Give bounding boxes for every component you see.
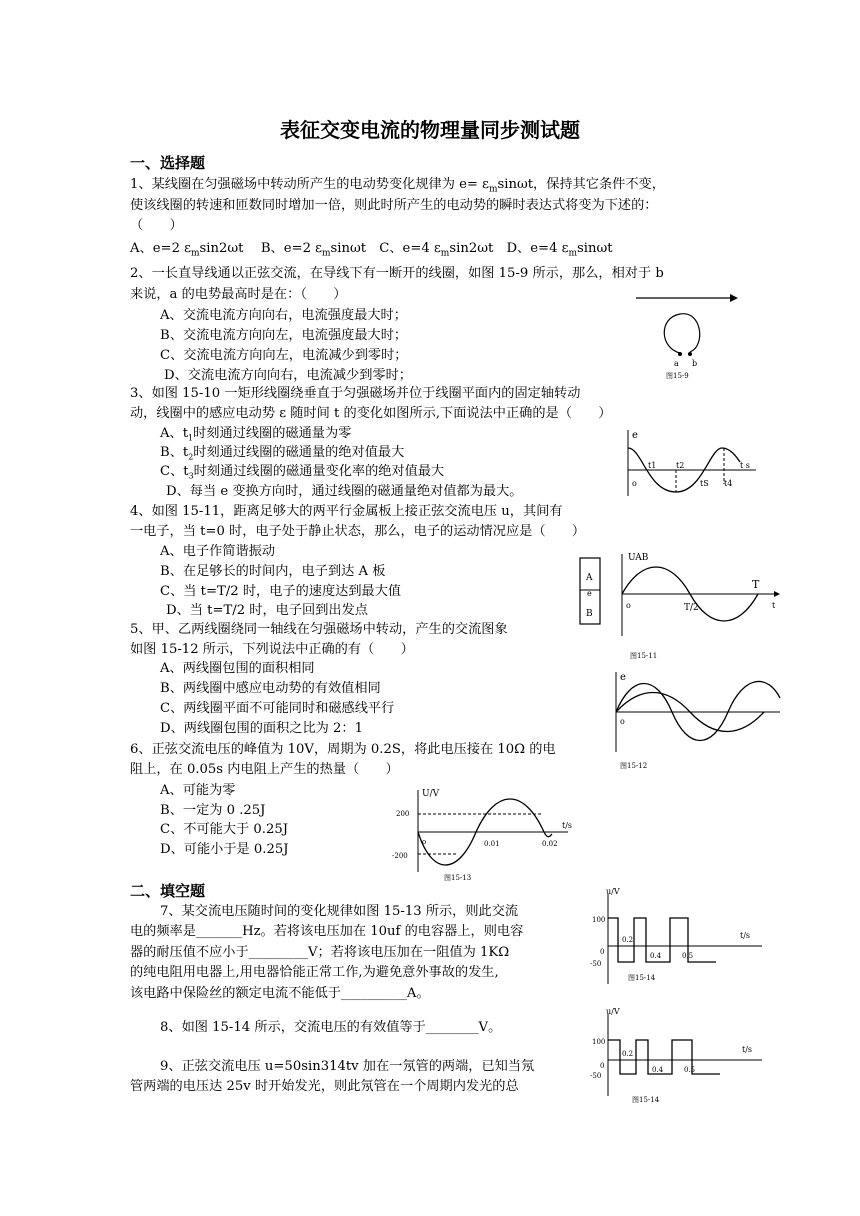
label-04: 0.4 — [652, 1066, 664, 1074]
label-n50: -50 — [590, 1072, 602, 1080]
q8-line1: 8、如图 15-14 所示，交流电压的有效值等于________V。 — [160, 1020, 502, 1035]
figure-15-10 — [618, 426, 768, 498]
q2-option-a: A、交流电流方向向右，电流强度最大时； — [160, 308, 407, 323]
label-t3: tS — [700, 479, 709, 488]
figure-15-9 — [630, 288, 740, 380]
figure-15-13 — [392, 786, 578, 884]
label-half: T/2 — [684, 603, 699, 613]
q3-option-b: B、$t_2$时刻通过线圈的磁通量的绝对值最大 — [160, 445, 405, 462]
label-t1: t1 — [648, 461, 657, 470]
q9-line2: 管两端的电压达 25v 时开始发光，则此氖管在一个周期内发光的总 — [130, 1079, 519, 1094]
label-o: o — [626, 601, 631, 610]
label-T: T — [752, 578, 760, 591]
label-02: 0.2 — [622, 936, 634, 944]
label-0: 0 — [600, 1062, 605, 1070]
q6-line1: 6、正弦交流电压的峰值为 10V，周期为 0.2S，将此电压接在 10Ω 的电 — [130, 742, 556, 757]
caption-15-9: 图15-9 — [666, 372, 689, 380]
label-ts: t s — [740, 461, 750, 470]
label-e: e — [620, 672, 626, 683]
caption-15-14-bottom: 图15-14 — [632, 1096, 660, 1104]
q3-option-d: D、每当 e 变换方向时，通过线圈的磁通量绝对值都为最大。 — [166, 484, 523, 499]
arrow-right-icon — [730, 294, 738, 302]
label-o: o — [620, 717, 625, 726]
q5-line2: 如图 15-12 所示，下列说法中正确的有（ ） — [130, 642, 414, 657]
terminal-b — [688, 352, 692, 356]
q1-line2: 使该线圈的转速和匝数同时增加一倍，则此时所产生的电动势的瞬时表达式将变为下述的： — [130, 198, 658, 213]
label-a: a — [674, 359, 679, 368]
q3-line1: 3、如图 15-10 一矩形线圈绕垂直于匀强磁场并位于线圈平面内的固定轴转动 — [130, 386, 581, 401]
label-t: t — [772, 601, 776, 610]
label-100: 100 — [592, 1038, 606, 1046]
figure-15-14-bottom — [590, 1004, 770, 1110]
label-0: 0 — [600, 948, 605, 956]
label-05: 0.5 — [684, 1066, 696, 1074]
q6-option-c: C、不可能大于 0.25J — [160, 822, 289, 837]
q2-line1: 2、一长直导线通以正弦交流，在导线下有一断开的线圈，如图 15-9 所示，那么，相对于 b — [130, 266, 664, 281]
q4-option-d: D、当 t=T/2 时，电子回到出发点 — [166, 603, 368, 618]
q3-option-c: C、$t_3$时刻通过线圈的磁通量变化率的绝对值最大 — [160, 464, 445, 481]
label-u: u/V — [606, 887, 620, 896]
label-u: U/V — [422, 789, 440, 799]
label-o: o — [422, 838, 427, 846]
caption-15-12: 图15-12 — [620, 762, 648, 770]
label-plate-b: B — [586, 609, 593, 619]
label-04: 0.4 — [650, 952, 662, 960]
label-100: 100 — [592, 916, 606, 924]
q1-options: A、e=2 $\varepsilon_m\sin 2\omega t$ B、e=2 $\varepsilon_m\sin\omega t$ C、e=4 $\varepsilon_m\sin 2\omega t$ D、e=4 $\varepsilon_m\sin\omega t$ — [130, 241, 613, 259]
label-05: 0.5 — [682, 952, 694, 960]
q6-line2: 阻上，在 0.05s 内电阻上产生的热量（ ） — [130, 762, 399, 777]
label-t2: t2 — [676, 461, 685, 470]
label-ts: t/s — [742, 1045, 753, 1054]
label-o: o — [632, 479, 637, 488]
label-e: e — [632, 430, 638, 441]
label-n50: -50 — [590, 960, 602, 968]
q6-option-a: A、可能为零 — [160, 783, 236, 798]
q5-option-d: D、两线圈包围的面积之比为 2：1 — [160, 721, 363, 736]
label-plate-a: A — [586, 573, 593, 583]
q1-line1: 1、某线圈在匀强磁场中转动所产生的电动势变化规律为 $e= \varepsilon_m\sin\omega t$，保持其它条件不变， — [130, 177, 665, 195]
q2-option-b: B、交流电流方向向左，电流强度最大时； — [160, 328, 408, 343]
terminal-a — [678, 352, 682, 356]
q4-option-b: B、在足够长的时间内，电子到达 A 板 — [160, 564, 386, 579]
q2-option-d: D、交流电流方向向右，电流减少到零时； — [164, 368, 412, 383]
label-u: u/V — [606, 1007, 620, 1016]
label-002: 0.02 — [542, 840, 558, 848]
q5-option-b: B、两线圈中感应电动势的有效值相同 — [160, 681, 381, 696]
q3-line2: 动，线圈中的感应电动势 ε 随时间 t 的变化如图所示,下面说法中正确的是（ ） — [130, 406, 612, 421]
figure-15-12 — [604, 668, 784, 776]
label-ts: t/s — [740, 931, 751, 940]
label-n200: -200 — [392, 852, 408, 860]
q9-line1: 9、正弦交流电压 u=50sin314tv 加在一氖管的两端，已知当氖 — [160, 1059, 535, 1074]
q5-line1: 5、甲、乙两线圈绕同一轴线在匀强磁场中转动，产生的交流图象 — [130, 622, 508, 637]
q5-option-c: C、两线圈平面不可能同时和磁感线平行 — [160, 701, 395, 716]
label-uab: UAB — [628, 553, 649, 563]
label-001: 0.01 — [484, 840, 500, 848]
section-choice: 一、选择题 — [130, 154, 206, 172]
q7-line3: 器的耐压值不应小于_________V；若将该电压加在一阻值为 1KΩ — [130, 945, 510, 960]
q7-line1: 7、某交流电压随时间的变化规律如图 15-13 所示，则此交流 — [160, 904, 519, 919]
q5-option-a: A、两线圈包围的面积相同 — [160, 661, 315, 676]
label-02: 0.2 — [622, 1050, 634, 1058]
q3-option-a: A、$t_1$时刻通过线圈的磁通量为零 — [160, 426, 352, 443]
label-200: 200 — [396, 810, 410, 818]
caption-15-11: 图15-11 — [630, 652, 658, 660]
label-t4: t4 — [724, 479, 733, 488]
figure-15-14-top — [590, 884, 770, 990]
caption-15-13: 图15-13 — [444, 874, 472, 882]
arrow-right-icon — [774, 591, 780, 597]
q6-option-d: D、可能小于是 0.25J — [160, 842, 289, 857]
label-b: b — [692, 359, 698, 368]
q7-line5: 该电路中保险丝的额定电流不能低于__________A。 — [130, 986, 430, 1001]
q2-line2: 来说，a 的电势最高时是在：（ ） — [130, 287, 347, 302]
coil-loop — [664, 314, 699, 353]
page-title: 表征交变电流的物理量同步测试题 — [280, 118, 580, 142]
q4-line1: 4、如图 15-11，距离足够大的两平行金属板上接正弦交流电压 u，其间有 — [130, 504, 563, 519]
label-ts: t/s — [562, 821, 573, 830]
label-electron: e — [587, 589, 592, 598]
section-fill: 二、填空题 — [130, 882, 206, 900]
curve-large — [616, 681, 780, 740]
q1-line3: （ ） — [130, 218, 183, 233]
q4-line2: 一电子，当 t=0 时，电子处于静止状态，那么，电子的运动情况应是（ ） — [130, 524, 586, 539]
q2-option-c: C、交流电流方向向左，电流减少到零时； — [160, 348, 408, 363]
figure-15-11 — [572, 540, 782, 666]
caption-15-14-top: 图15-14 — [628, 974, 656, 982]
q4-option-a: A、电子作简谐振动 — [160, 544, 276, 559]
q4-option-c: C、当 t=T/2 时，电子的速度达到最大值 — [160, 584, 402, 599]
q7-line2: 电的频率是_______Hz。若将该电压加在 10uf 的电容器上，则电容 — [130, 924, 524, 939]
q7-line4: 的纯电阻用电器上,用电器恰能正常工作,为避免意外事故的发生, — [130, 965, 499, 980]
q6-option-b: B、一定为 0 .25J — [160, 803, 266, 818]
